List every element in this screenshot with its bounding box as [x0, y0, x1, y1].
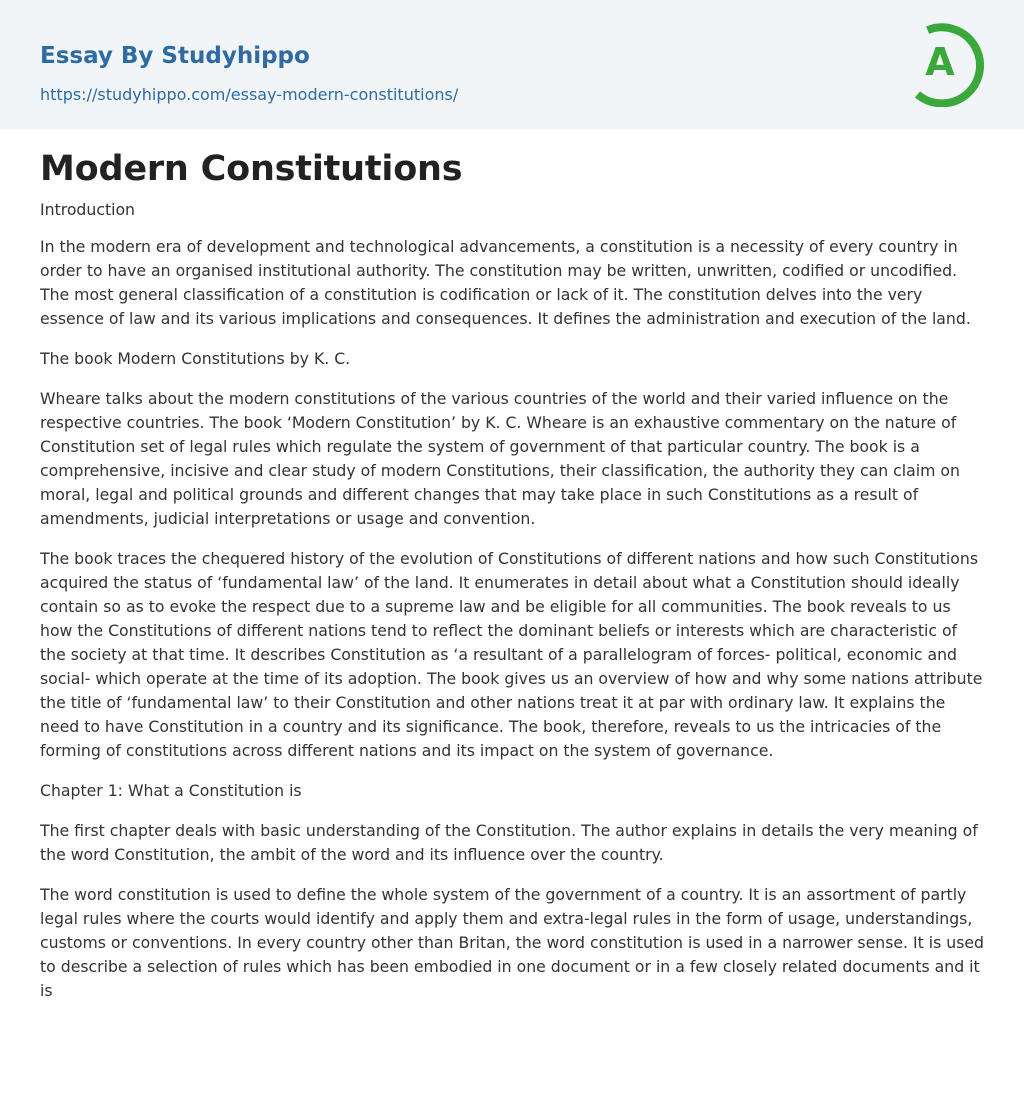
section-heading-introduction: Introduction: [40, 200, 135, 219]
page-title: Modern Constitutions: [40, 149, 463, 189]
paragraph: The first chapter deals with basic understanding of the Constitution. The author explains in details the very meaning of the word Constitution, the ambit of the word and its influence over the country.: [40, 821, 978, 864]
essay-url-link[interactable]: https://studyhippo.com/essay-modern-constitutions/: [40, 85, 459, 104]
paragraph: The book traces the chequered history of the evolution of Constitutions of different nations and how such Constitutions acquired the status of ‘fundamental law’ of the land. It enumerates in detail about what a Constitution should ideally contain so as to evoke the respect due to a supreme law and be eligible for all communities. The book reveals to us how the Constitutions of different nations tend to reflect the dominant beliefs or interests which are characteristic of the society at that time. It describes Constitution as ‘a resultant of a parallelogram of forces- political, economic and social- which operate at the time of its adoption. The book gives us an overview of how and why some nations attribute the title of ‘fundamental law’ to their Constitution and other nations treat it at par with ordinary law. It explains the need to have Constitution in a country and its significance. The book, therefore, reveals to us the intricacies of the forming of constitutions across different nations and its impact on the system of governance.: [40, 549, 983, 760]
studyhippo-logo-icon[interactable]: [909, 17, 989, 107]
paragraph: In the modern era of development and technological advancements, a constitution is a necessity of every country in order to have an organised institutional authority. The constitution may be written, unwritten, codified or uncodified. The most general classification of a constitution is codification or lack of it. The constitution delves into the very essence of law and its various implications and consequences. It defines the administration and execution of the land.: [40, 237, 971, 328]
paragraph: The word constitution is used to define the whole system of the government of a country. It is an assortment of partly legal rules where the courts would identify and apply them and extra-legal rules in the form of usage, understandings, customs or conventions. In every country other than Britan, the word constitution is used in a narrower sense. It is used to describe a selection of rules which has been embodied in one document or in a few closely related documents and it is: [40, 885, 985, 1000]
logo-letter: A: [925, 40, 955, 84]
article-body: [40, 146, 986, 1003]
section-heading-chapter-1: Chapter 1: What a Constitution is: [40, 781, 302, 800]
site-header: [0, 0, 1024, 129]
paragraph: Wheare talks about the modern constitutions of the various countries of the world and their varied influence on the respective countries. The book ‘Modern Constitution’ by K. C. Wheare is an exhaustive commentary on the nature of Constitution set of legal rules which regulate the system of government of that particular country. The book is a comprehensive, incisive and clear study of modern Constitutions, their classification, the authority they can claim on moral, legal and political grounds and different changes that may take place in such Constitutions as a result of amendments, judicial interpretations or usage and convention.: [40, 389, 960, 528]
site-brand[interactable]: Essay By Studyhippo: [40, 43, 310, 69]
paragraph: The book Modern Constitutions by K. C.: [40, 349, 351, 368]
